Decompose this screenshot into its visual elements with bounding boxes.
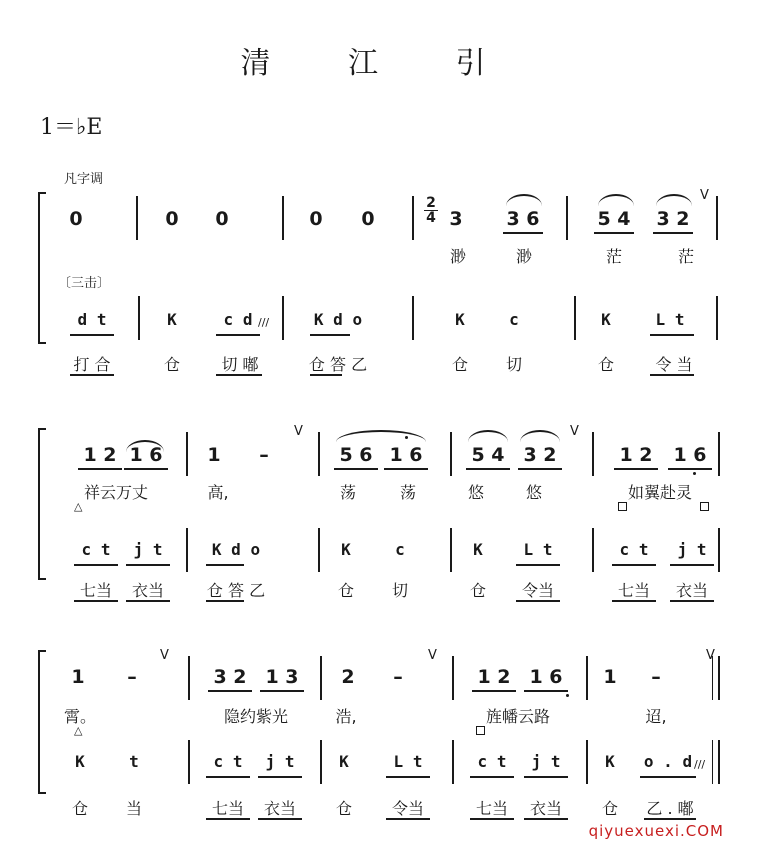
melody-note: 1 2 [619, 444, 653, 466]
percussion-syllable: 衣当 [675, 581, 709, 600]
system-brace [38, 650, 46, 794]
percussion-note: L t [523, 540, 553, 559]
melody-note: 0 [69, 208, 83, 230]
beam-line [260, 690, 304, 692]
percussion-syllable: 仓 [71, 799, 89, 818]
percussion-note: K [339, 752, 349, 771]
percussion-syllable: 令 当 [655, 355, 693, 374]
percussion-syllable: 衣当 [131, 581, 165, 600]
percussion-syllable: 仓 [451, 355, 469, 374]
time-sig-top: 2 [424, 196, 438, 211]
melody-note: 1 2 [83, 444, 117, 466]
breath-mark: V [160, 648, 169, 663]
melody-note: 1 6 [673, 444, 707, 466]
percussion-syllable: 仓 [337, 581, 355, 600]
percussion-syllable: 切 嘟 [221, 355, 259, 374]
percussion-syllable: 切 [505, 355, 523, 374]
underline [644, 818, 696, 820]
percussion-syllable: 仓 [597, 355, 615, 374]
percussion-syllable: 仓 [469, 581, 487, 600]
melody-note: 0 [215, 208, 229, 230]
percussion-note: K [601, 310, 611, 329]
mode-label: 凡字调 [64, 172, 104, 187]
square-mark [476, 726, 485, 735]
percussion-note: j t [133, 540, 163, 559]
lyric-text: 如翼赴灵 [627, 483, 693, 502]
percussion-note: o . d [643, 752, 693, 771]
percussion-syllable: 仓 [601, 799, 619, 818]
final-barline [712, 740, 720, 784]
melody-note: – [651, 666, 661, 688]
percussion-syllable: 令当 [391, 799, 425, 818]
percussion-syllable: 衣当 [263, 799, 297, 818]
underline [258, 818, 302, 820]
barline [320, 656, 322, 700]
melody-note: 2 [341, 666, 355, 688]
melody-note: – [393, 666, 403, 688]
percussion-syllable: 切 [391, 581, 409, 600]
percussion-syllable: 仓 答 乙 [308, 355, 368, 374]
key-signature: 1＝♭E [40, 115, 103, 140]
percussion-syllable: 当 [125, 799, 143, 818]
melody-note: 1 6 [129, 444, 163, 466]
melody-note: 3 [449, 208, 463, 230]
melody-note: 1 [207, 444, 221, 466]
melody-note: 1 6 [529, 666, 563, 688]
melody-note: 3 2 [523, 444, 557, 466]
melody-note: 0 [361, 208, 375, 230]
percussion-note: K d o [313, 310, 363, 329]
percussion-note: j t [531, 752, 561, 771]
underline [206, 818, 250, 820]
beam-line [258, 776, 302, 778]
lyric-text: 渺 [449, 247, 467, 266]
percussion-label: 〔三击〕 [58, 276, 111, 291]
percussion-syllable: 七当 [617, 581, 651, 600]
barline [188, 740, 190, 784]
underline [386, 818, 430, 820]
percussion-note: K [605, 752, 615, 771]
time-sig-bottom: 4 [426, 210, 436, 226]
percussion-syllable: 七当 [211, 799, 245, 818]
melody-note: 5 4 [471, 444, 505, 466]
melody-note: 3 6 [506, 208, 540, 230]
underline [470, 818, 514, 820]
melody-note: – [127, 666, 137, 688]
triangle-mark: △ [74, 500, 83, 513]
melody-note: – [259, 444, 269, 466]
melody-note: 0 [165, 208, 179, 230]
beam-line [524, 690, 568, 692]
percussion-note: c [509, 310, 519, 329]
lyric-text: 隐约紫光 [223, 707, 289, 726]
lyric-text: 茫 [677, 247, 695, 266]
percussion-note: j t [265, 752, 295, 771]
lyric-text: 茫 [605, 247, 623, 266]
tremolo-mark: /// [258, 316, 270, 329]
beam-line [640, 776, 696, 778]
percussion-note: c t [213, 752, 243, 771]
percussion-note: K [75, 752, 85, 771]
percussion-note: L t [393, 752, 423, 771]
beam-line [472, 690, 516, 692]
barline [586, 740, 588, 784]
melody-note: 0 [309, 208, 323, 230]
percussion-syllable: 令当 [521, 581, 555, 600]
percussion-note: j t [677, 540, 707, 559]
barline [320, 740, 322, 784]
lyric-text: 浩, [335, 707, 357, 726]
percussion-note: c t [477, 752, 507, 771]
barline [452, 740, 454, 784]
triangle-mark: △ [74, 724, 83, 737]
melody-note: 3 2 [213, 666, 247, 688]
lyric-text: 祥云万丈 [83, 483, 149, 502]
breath-mark: V [570, 424, 579, 439]
beam-line [206, 776, 250, 778]
score-title: 清 江 引 [240, 46, 520, 81]
percussion-note: K [455, 310, 465, 329]
melody-note: 5 4 [597, 208, 631, 230]
beam-line [386, 776, 430, 778]
melody-note: 1 3 [265, 666, 299, 688]
lyric-text: 渺 [515, 247, 533, 266]
percussion-note: K [167, 310, 177, 329]
percussion-note: K d o [211, 540, 261, 559]
percussion-note: K [473, 540, 483, 559]
percussion-note: c [395, 540, 405, 559]
breath-mark: V [700, 188, 709, 203]
tremolo-mark: /// [694, 758, 706, 771]
percussion-syllable: 七当 [79, 581, 113, 600]
percussion-note: K [341, 540, 351, 559]
underline [524, 818, 568, 820]
percussion-syllable: 七当 [475, 799, 509, 818]
lyric-text: 旌幡云路 [485, 707, 551, 726]
barline [452, 656, 454, 700]
melody-note: 1 [603, 666, 617, 688]
beam-line [208, 690, 252, 692]
percussion-syllable: 仓 [335, 799, 353, 818]
melody-note: 5 6 [339, 444, 373, 466]
lyric-text: 霄。 [63, 707, 97, 726]
low-octave-dot [566, 694, 569, 697]
lyric-text: 迢, [645, 707, 667, 726]
percussion-syllable: 乙 . 嘟 [646, 799, 694, 818]
percussion-note: c t [619, 540, 649, 559]
percussion-note: t [129, 752, 139, 771]
lyric-text: 高, [207, 483, 229, 502]
percussion-note: d t [77, 310, 107, 329]
percussion-syllable: 仓 [163, 355, 181, 374]
melody-note: 1 6 [389, 444, 423, 466]
percussion-syllable: 仓 答 乙 [206, 581, 266, 600]
breath-mark: V [706, 648, 715, 663]
lyric-text: 悠 [467, 483, 485, 502]
lyric-text: 荡 [399, 483, 417, 502]
barline [188, 656, 190, 700]
melody-note: 1 2 [477, 666, 511, 688]
lyric-text: 悠 [525, 483, 543, 502]
beam-line [524, 776, 568, 778]
percussion-syllable: 打 合 [73, 355, 111, 374]
melody-note: 3 2 [656, 208, 690, 230]
percussion-note: c d [223, 310, 253, 329]
beam-line [470, 776, 514, 778]
melody-note: 1 [71, 666, 85, 688]
lyric-text: 荡 [339, 483, 357, 502]
barline [586, 656, 588, 700]
percussion-syllable: 衣当 [529, 799, 563, 818]
breath-mark: V [294, 424, 303, 439]
breath-mark: V [428, 648, 437, 663]
percussion-note: L t [655, 310, 685, 329]
percussion-note: c t [81, 540, 111, 559]
watermark-text: qiyuexuexi.COM [588, 822, 724, 840]
